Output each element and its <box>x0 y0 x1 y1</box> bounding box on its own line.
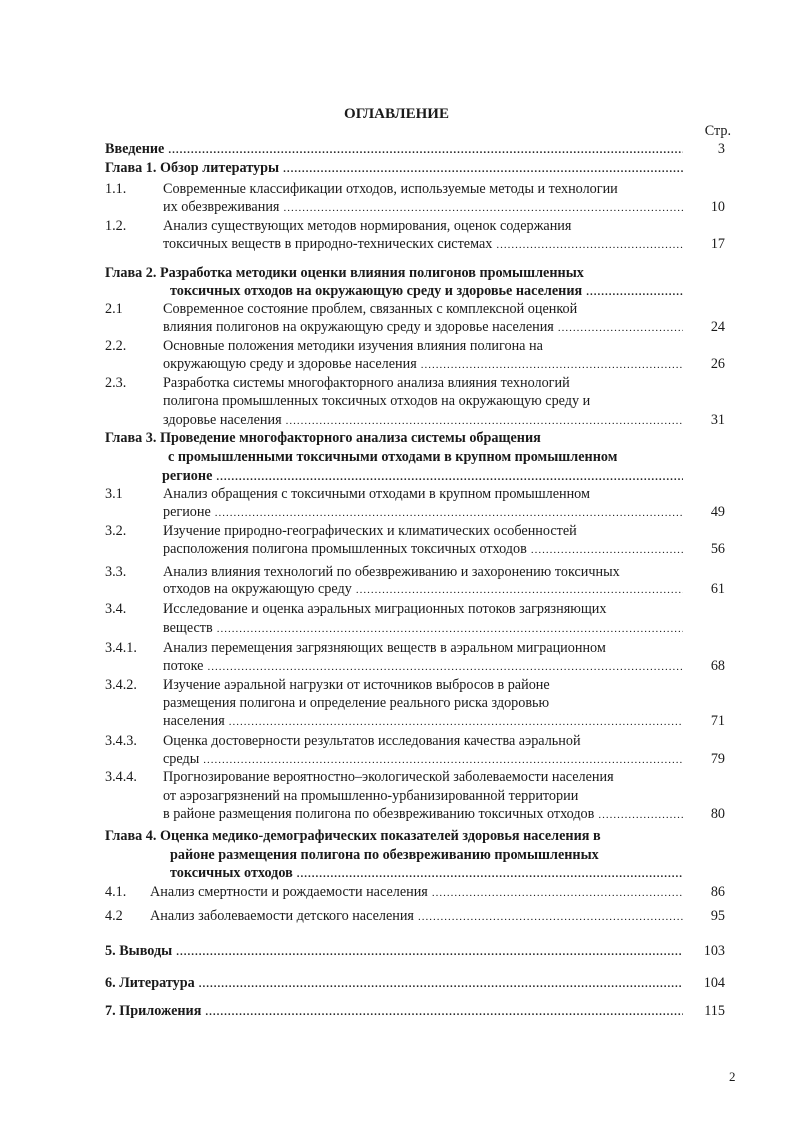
toc-entry-text <box>163 392 590 410</box>
entry-number: 2.2. <box>105 338 127 354</box>
toc-entry-text <box>163 337 543 355</box>
toc-entry-text <box>163 694 549 712</box>
entry-title: влияния полигонов на окружающую среду и здоровье населения <box>163 319 554 335</box>
dot-leader <box>286 411 683 430</box>
dot-leader <box>207 657 683 676</box>
entry-number: 3.4.3. <box>105 733 137 749</box>
entry-title: Глава 4. Оценка медико-демографических показателей здоровья населения в <box>105 828 601 844</box>
entry-page-number: 10 <box>710 199 725 215</box>
entry-page-number: 56 <box>710 541 725 557</box>
entry-title: Современное состояние проблем, связанных с комплексной оценкой <box>163 301 578 317</box>
toc-entry-link[interactable] <box>170 864 683 883</box>
dot-leader <box>217 619 683 638</box>
entry-number: 1.2. <box>105 218 127 234</box>
entry-title: 5. Выводы <box>105 943 173 959</box>
entry-title: Изучение природно-географических и климатических особенностей <box>163 523 577 539</box>
toc-entry-link[interactable] <box>163 355 683 374</box>
toc-entry-link[interactable] <box>150 907 683 926</box>
toc-entry-link[interactable] <box>163 540 683 559</box>
entry-number: 1.1. <box>105 181 127 197</box>
toc-entry-link[interactable] <box>163 411 683 430</box>
toc-entry-text <box>163 639 606 657</box>
toc-entry-link[interactable] <box>163 712 683 731</box>
toc-entry-text <box>163 217 571 235</box>
dot-leader <box>586 282 683 301</box>
entry-number: 3.3. <box>105 564 127 580</box>
entry-title: токсичных отходов <box>170 865 293 881</box>
entry-title: Анализ перемещения загрязняющих веществ в аэральном миграционном <box>163 640 606 656</box>
toc-entry-text <box>163 676 550 694</box>
entry-page-number: 95 <box>710 908 725 924</box>
entry-title: полигона промышленных токсичных отходов на окружающую среду и <box>163 393 591 409</box>
toc-entry-text <box>163 485 590 503</box>
dot-leader <box>205 1002 683 1021</box>
toc-entry-text <box>163 180 618 198</box>
entry-number: 3.1 <box>105 486 123 502</box>
entry-page-number: 80 <box>710 806 725 822</box>
toc-entry-link[interactable] <box>163 657 683 676</box>
entry-title: расположения полигона промышленных токсичных отходов <box>163 541 527 557</box>
toc-entry-link[interactable] <box>170 282 683 301</box>
toc-entry-link[interactable] <box>163 318 683 337</box>
dot-leader <box>203 750 683 769</box>
entry-number: 2.3. <box>105 375 127 391</box>
toc-title: ОГЛАВЛЕНИЕ <box>344 106 449 122</box>
entry-number: 3.4.1. <box>105 640 137 656</box>
toc-entry-link[interactable] <box>163 805 683 824</box>
toc-entry-link[interactable] <box>105 942 683 961</box>
entry-title: с промышленными токсичными отходами в крупном промышленном <box>168 449 618 465</box>
entry-number: 2.1 <box>105 301 123 317</box>
entry-number: 4.1. <box>105 884 127 900</box>
entry-number: 3.2. <box>105 523 127 539</box>
toc-entry-link[interactable] <box>163 580 683 599</box>
entry-page-number: 3 <box>717 141 725 157</box>
entry-title: токсичных веществ в природно-технических системах <box>163 236 493 252</box>
dot-leader <box>418 907 683 926</box>
entry-page-number: 26 <box>710 356 725 372</box>
toc-entry-link[interactable] <box>163 198 683 217</box>
page-number: 2 <box>729 1069 736 1084</box>
entry-page-number: 115 <box>704 1003 725 1019</box>
page-column-header: Стр. <box>704 123 731 139</box>
entry-title: токсичных отходов на окружающую среду и здоровье населения <box>170 283 583 299</box>
dot-leader <box>432 883 683 902</box>
entry-title: регионе <box>163 504 211 520</box>
dot-leader <box>283 159 683 178</box>
dot-leader <box>168 140 683 159</box>
dot-leader <box>598 805 683 824</box>
toc-entry-text <box>163 787 578 805</box>
entry-title: Разработка системы многофакторного анализа влияния технологий <box>163 375 570 391</box>
entry-title: Основные положения методики изучения влияния полигона на <box>163 338 543 354</box>
entry-number: 3.4.4. <box>105 769 137 785</box>
toc-entry-text <box>163 522 577 540</box>
entry-title: Оценка достоверности результатов исследования качества аэральной <box>163 733 581 749</box>
entry-title: веществ <box>163 620 213 636</box>
dot-leader <box>199 974 683 993</box>
dot-leader <box>558 318 683 337</box>
entry-title: здоровье населения <box>163 412 282 428</box>
toc-entry-link[interactable] <box>105 1002 683 1021</box>
toc-entry-link[interactable] <box>162 467 683 486</box>
toc-entry-text <box>163 768 614 786</box>
entry-title: размещения полигона и определение реального риска здоровью <box>163 695 550 711</box>
toc-entry-text <box>163 374 570 392</box>
toc-entry-link[interactable] <box>105 140 683 159</box>
toc-entry-text <box>168 448 617 466</box>
entry-page-number: 86 <box>710 884 725 900</box>
entry-title: в районе размещения полигона по обезвреживанию токсичных отходов <box>163 806 595 822</box>
toc-entry-link[interactable] <box>163 503 683 522</box>
entry-title: Анализ существующих методов нормирования, оценок содержания <box>163 218 572 234</box>
entry-page-number: 17 <box>710 236 725 252</box>
entry-title: Изучение аэральной нагрузки от источников выбросов в районе <box>163 677 550 693</box>
entry-page-number: 71 <box>710 713 725 729</box>
entry-title: Анализ обращения с токсичными отходами в крупном промышленном <box>163 486 590 502</box>
entry-title: регионе <box>162 468 213 484</box>
entry-number: 3.4. <box>105 601 127 617</box>
dot-leader <box>421 355 683 374</box>
entry-title: Введение <box>105 141 165 157</box>
entry-page-number: 103 <box>703 943 725 959</box>
toc-entry-text <box>163 732 581 750</box>
entry-title: Прогнозирование вероятностно–экологической заболеваемости населения <box>163 769 614 785</box>
toc-entry-link[interactable] <box>163 619 683 638</box>
entry-title: Современные классификации отходов, используемые методы и технологии <box>163 181 618 197</box>
toc-entry-link[interactable] <box>163 750 683 769</box>
toc-entry-text <box>105 264 584 282</box>
entry-page-number: 24 <box>710 319 725 335</box>
dot-leader <box>297 864 683 883</box>
dot-leader <box>356 580 683 599</box>
entry-number: 3.4.2. <box>105 677 137 693</box>
entry-title: 7. Приложения <box>105 1003 202 1019</box>
entry-title: Глава 3. Проведение многофакторного анализа системы обращения <box>105 430 541 446</box>
entry-title: окружающую среду и здоровье населения <box>163 356 417 372</box>
entry-page-number: 61 <box>710 581 725 597</box>
dot-leader <box>496 235 683 254</box>
entry-page-number: 104 <box>703 975 725 991</box>
toc-entry-link[interactable] <box>105 974 683 993</box>
entry-title: их обезвреживания <box>163 199 280 215</box>
toc-entry-text <box>105 827 601 845</box>
entry-title: Анализ влияния технологий по обезвреживанию и захоронению токсичных <box>163 564 620 580</box>
entry-title: Анализ заболеваемости детского населения <box>150 908 414 924</box>
entry-title: населения <box>163 713 225 729</box>
dot-leader <box>216 467 683 486</box>
toc-entry-link[interactable] <box>105 159 683 178</box>
toc-entry-text <box>105 429 541 447</box>
toc-entry-link[interactable] <box>163 235 683 254</box>
entry-title: от аэрозагрязнений на промышленно-урбанизированной территории <box>163 788 579 804</box>
toc-entry-text <box>163 300 577 318</box>
entry-title: Анализ смертности и рождаемости населения <box>150 884 428 900</box>
dot-leader <box>531 540 683 559</box>
dot-leader <box>283 198 683 217</box>
entry-title: среды <box>163 751 200 767</box>
entry-page-number: 31 <box>710 412 725 428</box>
toc-entry-text <box>163 563 620 581</box>
entry-title: 6. Литература <box>105 975 195 991</box>
dot-leader <box>229 712 683 731</box>
dot-leader <box>215 503 683 522</box>
toc-entry-text <box>163 600 606 618</box>
entry-title: потоке <box>163 658 204 674</box>
entry-title: Исследование и оценка аэральных миграционных потоков загрязняющих <box>163 601 607 617</box>
toc-entry-text <box>170 846 599 864</box>
entry-number: 4.2 <box>105 908 123 924</box>
entry-title: отходов на окружающую среду <box>163 581 352 597</box>
entry-page-number: 79 <box>710 751 725 767</box>
entry-page-number: 49 <box>710 504 725 520</box>
toc-entry-link[interactable] <box>150 883 683 902</box>
entry-page-number: 68 <box>710 658 725 674</box>
entry-title: районе размещения полигона по обезвреживанию промышленных <box>170 847 599 863</box>
entry-title: Глава 2. Разработка методики оценки влияния полигонов промышленных <box>105 265 584 281</box>
dot-leader <box>176 942 683 961</box>
entry-title: Глава 1. Обзор литературы <box>105 160 280 176</box>
